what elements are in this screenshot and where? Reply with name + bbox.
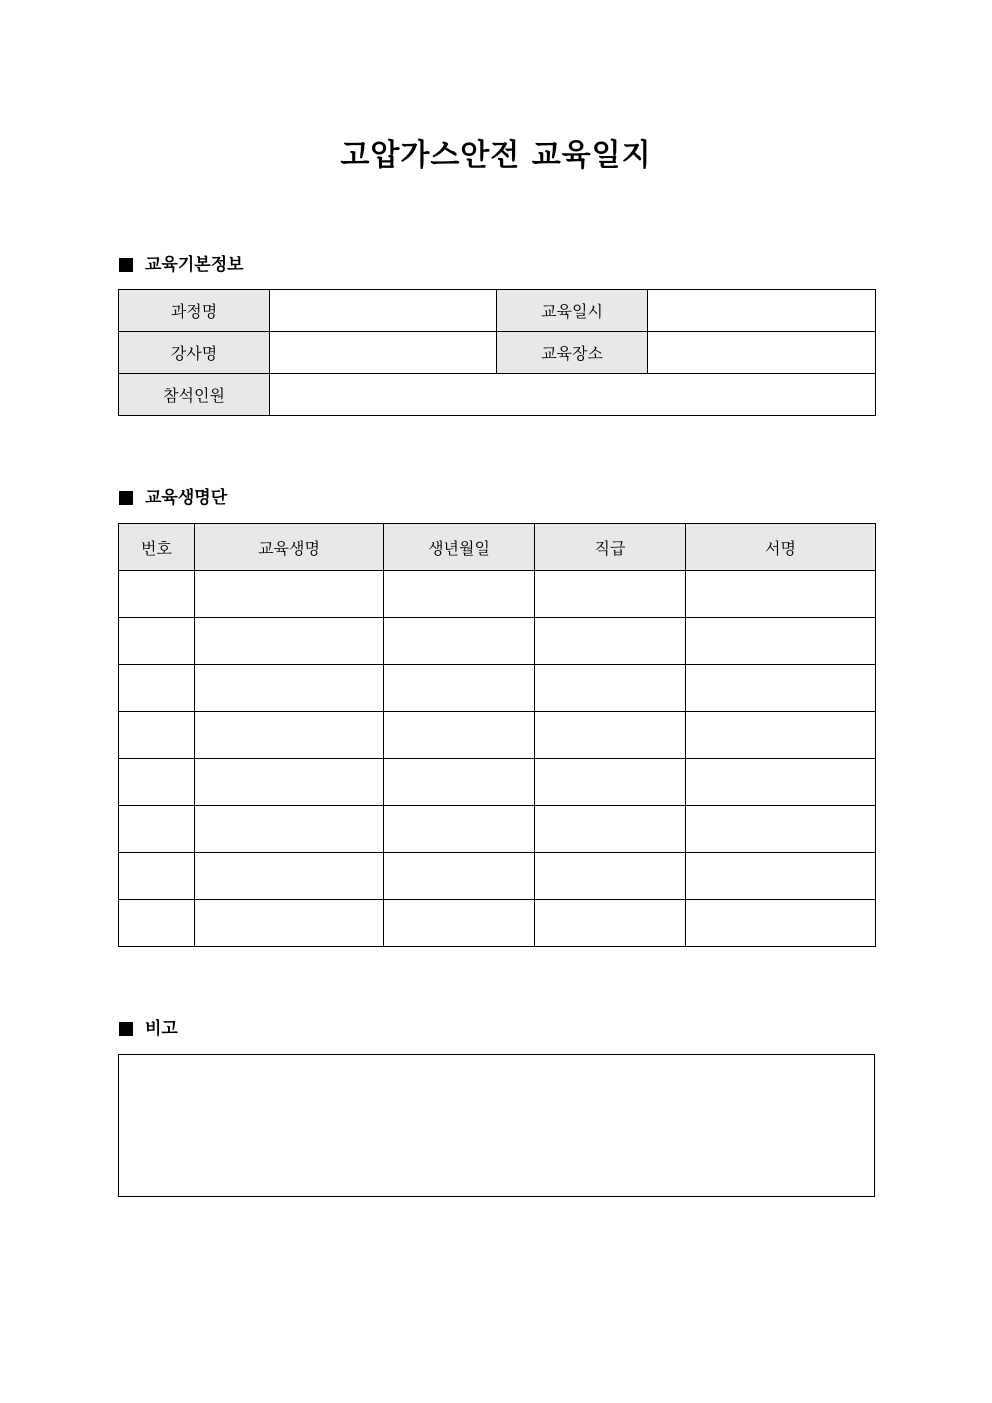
signature-cell[interactable] xyxy=(686,665,876,712)
table-row xyxy=(119,759,876,806)
signature-cell[interactable] xyxy=(686,712,876,759)
position-cell[interactable] xyxy=(535,853,686,900)
signature-cell[interactable] xyxy=(686,853,876,900)
table-row xyxy=(119,712,876,759)
attendees-field[interactable] xyxy=(270,374,876,416)
column-header-position: 직급 xyxy=(535,524,686,571)
table-row xyxy=(119,806,876,853)
trainee-name-cell[interactable] xyxy=(195,665,384,712)
position-cell[interactable] xyxy=(535,806,686,853)
birthdate-cell[interactable] xyxy=(384,618,535,665)
number-cell[interactable] xyxy=(119,806,195,853)
table-row xyxy=(119,900,876,947)
instructor-label: 강사명 xyxy=(119,332,270,374)
square-bullet-icon xyxy=(119,258,133,272)
position-cell[interactable] xyxy=(535,712,686,759)
trainee-name-cell[interactable] xyxy=(195,618,384,665)
table-header-row xyxy=(119,524,876,571)
location-label: 교육장소 xyxy=(497,332,648,374)
trainee-name-cell[interactable] xyxy=(195,712,384,759)
course-name-field[interactable] xyxy=(270,290,497,332)
position-cell[interactable] xyxy=(535,618,686,665)
table-row xyxy=(119,665,876,712)
number-cell[interactable] xyxy=(119,618,195,665)
position-cell[interactable] xyxy=(535,571,686,618)
square-bullet-icon xyxy=(119,1022,133,1036)
position-cell[interactable] xyxy=(535,759,686,806)
date-label: 교육일시 xyxy=(497,290,648,332)
section-heading-basic-info xyxy=(119,253,244,277)
section-title: 비고 xyxy=(145,1019,178,1039)
roster-table xyxy=(118,523,876,947)
column-header-birthdate: 생년월일 xyxy=(384,524,535,571)
table-row xyxy=(119,374,876,416)
attendees-label: 참석인원 xyxy=(119,374,270,416)
instructor-field[interactable] xyxy=(270,332,497,374)
course-name-label: 과정명 xyxy=(119,290,270,332)
column-header-number: 번호 xyxy=(119,524,195,571)
signature-cell[interactable] xyxy=(686,759,876,806)
position-cell[interactable] xyxy=(535,665,686,712)
birthdate-cell[interactable] xyxy=(384,806,535,853)
remarks-field[interactable] xyxy=(118,1054,875,1197)
birthdate-cell[interactable] xyxy=(384,853,535,900)
table-row xyxy=(119,853,876,900)
trainee-name-cell[interactable] xyxy=(195,571,384,618)
basic-info-table xyxy=(118,289,876,416)
location-field[interactable] xyxy=(648,332,876,374)
number-cell[interactable] xyxy=(119,571,195,618)
section-heading-roster xyxy=(119,486,227,510)
signature-cell[interactable] xyxy=(686,900,876,947)
number-cell[interactable] xyxy=(119,665,195,712)
table-row xyxy=(119,332,876,374)
number-cell[interactable] xyxy=(119,900,195,947)
table-row xyxy=(119,618,876,665)
birthdate-cell[interactable] xyxy=(384,759,535,806)
section-title: 교육기본정보 xyxy=(145,255,244,275)
date-field[interactable] xyxy=(648,290,876,332)
signature-cell[interactable] xyxy=(686,571,876,618)
number-cell[interactable] xyxy=(119,759,195,806)
square-bullet-icon xyxy=(119,491,133,505)
number-cell[interactable] xyxy=(119,853,195,900)
birthdate-cell[interactable] xyxy=(384,712,535,759)
number-cell[interactable] xyxy=(119,712,195,759)
trainee-name-cell[interactable] xyxy=(195,853,384,900)
position-cell[interactable] xyxy=(535,900,686,947)
signature-cell[interactable] xyxy=(686,806,876,853)
table-row xyxy=(119,290,876,332)
section-title: 교육생명단 xyxy=(145,488,228,508)
signature-cell[interactable] xyxy=(686,618,876,665)
trainee-name-cell[interactable] xyxy=(195,900,384,947)
column-header-trainee-name: 교육생명 xyxy=(195,524,384,571)
birthdate-cell[interactable] xyxy=(384,571,535,618)
birthdate-cell[interactable] xyxy=(384,900,535,947)
table-row xyxy=(119,571,876,618)
trainee-name-cell[interactable] xyxy=(195,759,384,806)
trainee-name-cell[interactable] xyxy=(195,806,384,853)
birthdate-cell[interactable] xyxy=(384,665,535,712)
column-header-signature: 서명 xyxy=(686,524,876,571)
section-heading-remarks xyxy=(119,1017,178,1041)
page-title: 고압가스안전 교육일지 xyxy=(340,138,652,173)
